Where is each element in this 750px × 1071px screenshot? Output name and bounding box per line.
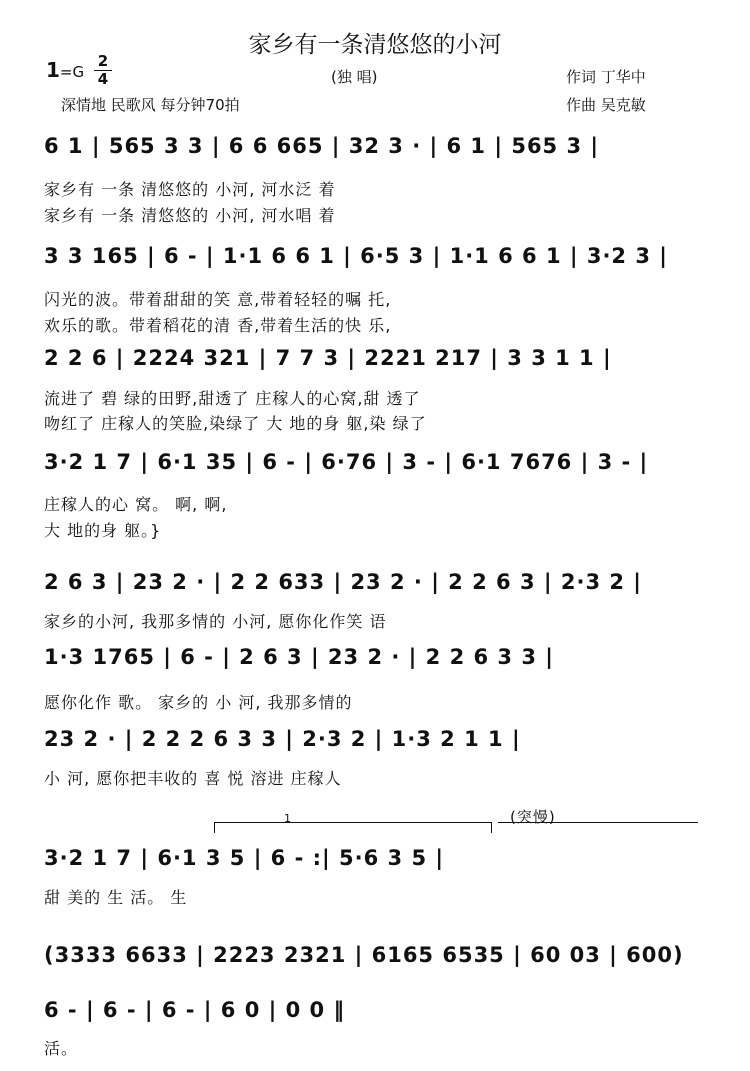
tempo-change-marking: (突慢) [510, 808, 556, 826]
score-line-9-notes: (3333 6633 | 2223 2321 | 6165 6535 | 60 03 | 600) [44, 943, 684, 967]
score-line-5-lyrics-1: 家乡的小河, 我那多情的 小河, 愿你化作笑 语 [44, 612, 387, 631]
meter-top: 2 [97, 52, 109, 70]
score-line-2-lyrics-2: 欢乐的歌。带着稻花的清 香,带着生活的快 乐, [44, 316, 392, 335]
meter-bottom: 4 [97, 70, 109, 88]
score-line-10-lyrics-1: 活。 [44, 1039, 79, 1058]
score-line-4-lyrics-1: 庄稼人的心 窝。 啊, 啊, [44, 495, 228, 514]
volta-bracket-2 [498, 822, 698, 823]
score-line-8-notes: 3·2 1 7 | 6·1 3 5 | 6 - :| 5·6 3 5 | [44, 846, 445, 870]
key-number: 1 [46, 58, 60, 82]
tempo-marking: 深情地 民歌风 每分钟70拍 [61, 96, 240, 114]
composer-credit: 作曲 吴克敏 [566, 96, 646, 114]
score-line-1-lyrics-2: 家乡有 一条 清悠悠的 小河, 河水唱 着 [44, 206, 336, 225]
score-line-2-lyrics-1: 闪光的波。带着甜甜的笑 意,带着轻轻的嘱 托, [44, 290, 392, 309]
song-title: 家乡有一条清悠悠的小河 [248, 32, 502, 58]
score-line-4-lyrics-2: 大 地的身 躯。} [44, 521, 162, 540]
time-signature [94, 54, 112, 87]
score-line-7-notes: 23 2 · | 2 2 2 6 3 3 | 2·3 2 | 1·3 2 1 1 | [44, 727, 521, 751]
key-signature [46, 58, 84, 82]
score-line-5-notes: 2 6 3 | 23 2 · | 2 2 633 | 23 2 · | 2 2 6 3 | 2·3 2 | [44, 570, 642, 594]
score-line-3-notes: 2 2 6 | 2224 321 | 7 7 3 | 2221 217 | 3 3 1 1 | [44, 346, 612, 370]
score-line-3-lyrics-1: 流进了 碧 绿的田野,甜透了 庄稼人的心窝,甜 透了 [44, 389, 421, 408]
score-line-8-lyrics-1: 甜 美的 生 活。 生 [44, 888, 188, 907]
score-line-3-lyrics-2: 吻红了 庄稼人的笑脸,染绿了 大 地的身 躯,染 绿了 [44, 414, 427, 433]
score-line-6-lyrics-1: 愿你化作 歌。 家乡的 小 河, 我那多情的 [44, 693, 353, 712]
key-letter: =G [59, 63, 85, 81]
score-line-1-notes: 6 1 | 565 3 3 | 6 6 665 | 32 3 · | 6 1 | 565 3 | [44, 134, 600, 158]
score-line-1-lyrics-1: 家乡有 一条 清悠悠的 小河, 河水泛 着 [44, 180, 336, 199]
lyricist-credit: 作词 丁华中 [566, 68, 646, 86]
score-line-2-notes: 3 3 165 | 6 - | 1·1 6 6 1 | 6·5 3 | 1·1 6 6 1 | 3·2 3 | [44, 244, 668, 268]
score-line-6-notes: 1·3 1765 | 6 - | 2 6 3 | 23 2 · | 2 2 6 3 3 | [44, 645, 554, 669]
volta-bracket [214, 822, 492, 833]
performance-type: (独 唱) [331, 68, 378, 86]
score-line-4-notes: 3·2 1 7 | 6·1 35 | 6 - | 6·76 | 3 - | 6·1 7676 | 3 - | [44, 450, 649, 474]
score-line-10-notes: 6 - | 6 - | 6 - | 6 0 | 0 0 ‖ [44, 998, 345, 1022]
score-line-7-lyrics-1: 小 河, 愿你把丰收的 喜 悦 溶进 庄稼人 [44, 769, 342, 788]
volta-number: 1 [284, 812, 291, 825]
